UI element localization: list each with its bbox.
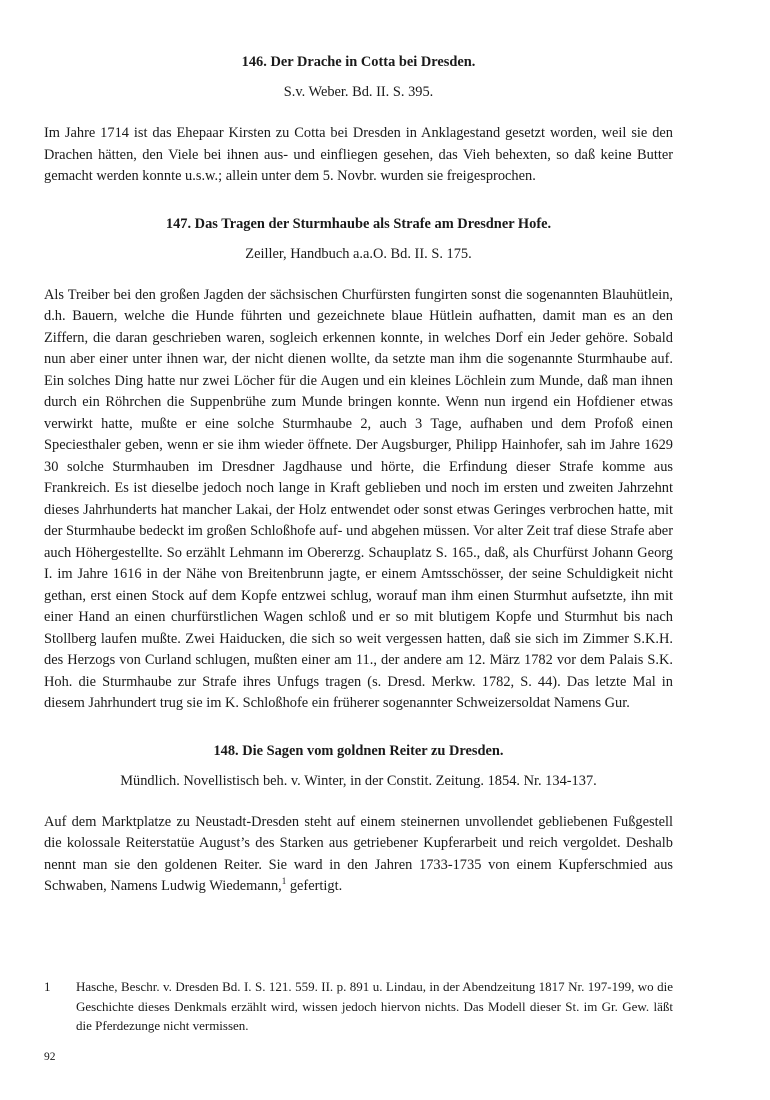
section-147 [44,214,673,715]
footnote-text: Hasche, Beschr. v. Dresden Bd. I. S. 121. 559. II. p. 891 u. Lindau, in der Abendzeitung 1817 Nr. 197-199, wo die Geschichte dieses Denkmals erzählt wird, wissen jedoch hiervon nichts. Das Modell dieser St. im Gr. Gew. läßt die Pferdezunge nicht vermissen. [76,979,673,1033]
section-text [44,812,673,898]
section-source: S.v. Weber. Bd. II. S. 395. [283,84,434,100]
footnote-reference[interactable]: 1 [281,876,287,887]
footnote [44,977,673,1036]
section-source: Mündlich. Novellistisch beh. v. Winter, in der Constit. Zeitung. 1854. Nr. 134-137. [120,772,597,789]
section-title: 147. Das Tragen der Sturmhaube als Strafe am Dresdner Hofe. [165,215,552,232]
section-title: 146. Der Drache in Cotta bei Dresden. [241,54,476,70]
page-number: 92 [44,1051,56,1063]
section-title: 148. Die Sagen vom goldnen Reiter zu Dresden. [213,742,504,759]
section-text: Als Treiber bei den großen Jagden der sächsischen Churfürsten fungirten sonst die sogenannten Blauhütlein, d.h. Bauern, welche die Hunde führten und gezeichnete blaue Hütlein aufhatten, damit man es an den Ziffern, die daran geschrieben waren, sogleich erkennen konnte, in welches Dorf ein Jeder gehöre. Sobald nun aber einer unter ihnen war, der nicht dienen wollte, da setzte man ihm die sogenannte Sturmhaube auf. Ein solches Ding hatte nur zwei Löcher für die Augen und ein kleines Löchlein zum Munde, daß man ihnen durch ein Röhrchen die Suppenbrühe zum Munde bringen konnte. Wenn nun irgend ein Hofdiener etwas verwirkt hatte, mußte er eine solche Sturmhaube 2, auch 3 Tage, aufhaben und dem Profoß einen Speciesthaler geben, wenn er sie ihm wieder öffnete. Der Augsburger, Philipp Hainhofer, sah im Jahre 1629 30 solche Sturmhauben im Dresdner Jagdhause und hörte, die Erfindung dieser Strafe komme aus Frankreich. Es ist dieselbe jedoch noch lange in Kraft geblieben und noch im ersten und zweiten Jahrzehnt dieses Jahrhunderts hat mancher Lakai, der Holz entwendet oder sonst etwas Geringes verbrochen hatte, mit der Sturmhaube bedeckt im großen Schloßhofe auf- und abgehen müssen. Vor alter Zeit traf diese Strafe aber auch Höhergestellte. So erzählt Lehmann im Obererzg. Schauplatz S. 165., daß, als Churfürst Johann Georg I. im Jahre 1616 in der Nähe von Breitenbrunn jagte, er einem Amtsschösser, der seine Schuldigkeit nicht gethan, erst einen Stock auf dem Kopfe entzwei schlug, worauf man ihm einen Sturmhut aufsetzte, ihn mit einer Hand an einen churfürstlichen Wagen schloß und er so mit blutigem Kopfe und Sturmhut bis nach Stollberg laufen mußte. Zwei Haiducken, die sich so weit vergessen hatten, daß sie sich im Zimmer S.K.H. des Herzogs von Curland schlugen, mußten einer am 11., der andere am 12. März 1782 vor dem Palais S.K. Hoh. die Sturmhaube zur Strafe ihres Unfugs tragen (s. Dresd. Merkw. 1782, S. 44). Das letzte Mal in diesem Jahrhundert trug sie im K. Schloßhofe ein früherer sogenannter Schweizersoldat Namens Gur. [44,286,673,711]
section-source: Zeiller, Handbuch a.a.O. Bd. II. S. 175. [245,245,472,262]
section-148 [44,741,673,898]
page-body [44,52,673,898]
footnote-number: 1 [44,979,51,994]
section-text-main: Auf dem Marktplatze zu Neustadt-Dresden steht auf einem steinernen unvollendet gebliebenen Fußgestell die kolossale Reiterstatüe August’s des Starken aus getriebener Kupferarbeit und reich vergoldet. Deshalb nennt man sie den goldenen Reiter. Sie ward in den Jahren 1733-1735 von einem Kupferschmied aus Schwaben, Namens Ludwig Wiedemann, [44,813,673,894]
section-146 [44,52,673,188]
section-text-end: gefertigt. [286,878,343,894]
section-text: Im Jahre 1714 ist das Ehepaar Kirsten zu Cotta bei Dresden in Anklagestand gesetzt worden, weil sie den Drachen hätten, den Viele bei ihnen aus- und einfliegen gesehen, das Vieh behexten, so daß keine Butter gemacht werden konnte u.s.w.; allein unter dem 5. Novbr. wurden sie freigesprochen. [44,125,673,184]
